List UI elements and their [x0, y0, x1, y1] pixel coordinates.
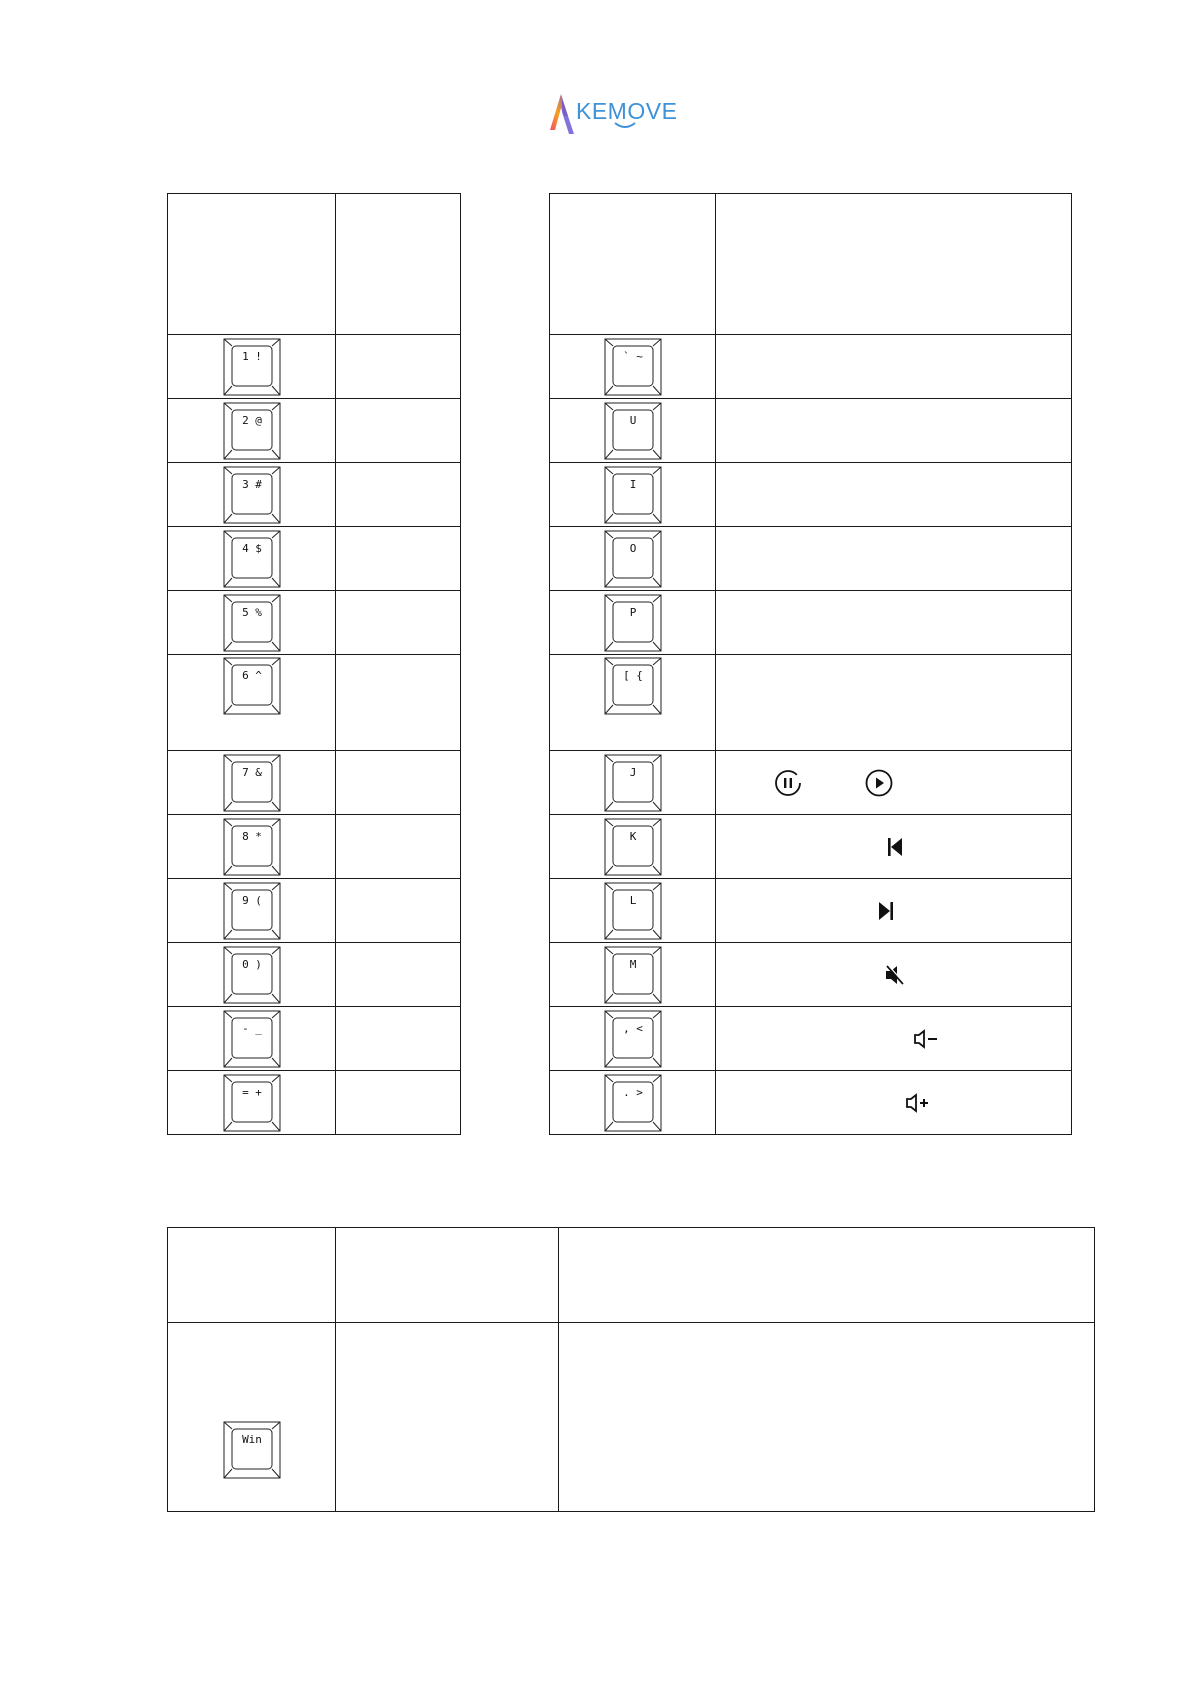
keycap-outline [223, 338, 281, 396]
table-row [550, 1007, 1072, 1071]
keycap-outline [604, 1074, 662, 1132]
keycap [223, 754, 281, 812]
keycap-outline [223, 1074, 281, 1132]
key-cell [168, 879, 336, 943]
key-cell [168, 463, 336, 527]
keycap-outline [223, 402, 281, 460]
table-row [168, 335, 461, 399]
table-row [550, 815, 1072, 879]
key-cell [550, 1007, 716, 1071]
key-cell [168, 1071, 336, 1135]
keycap-legend: L [629, 893, 636, 907]
keycap-legend: U [629, 413, 636, 427]
kemove-mark-icon [548, 92, 578, 138]
keycap-outline [223, 530, 281, 588]
value-cell [336, 751, 461, 815]
function-cell [716, 751, 1072, 815]
table-row [168, 1323, 1095, 1512]
value-cell [336, 591, 461, 655]
keycap [604, 946, 662, 1004]
keycap-legend: - _ [241, 1021, 262, 1035]
keycap-legend: 2 @ [241, 413, 262, 427]
value-cell [336, 463, 461, 527]
key-cell [550, 751, 716, 815]
function-cell [716, 1007, 1072, 1071]
keycap-legend: 4 $ [241, 541, 262, 555]
keycap-legend: I [629, 477, 636, 491]
header-cell [559, 1228, 1095, 1323]
table-header-row [550, 194, 1072, 335]
keycap-outline [223, 1010, 281, 1068]
keycap-outline [604, 402, 662, 460]
keycap-outline [223, 754, 281, 812]
key-cell [550, 655, 716, 751]
keycap-outline [604, 818, 662, 876]
key-cell [168, 943, 336, 1007]
keycap [604, 754, 662, 812]
key-cell [168, 1007, 336, 1071]
keycap [223, 657, 281, 715]
brand-logo [548, 92, 678, 138]
value-cell [336, 1071, 461, 1135]
value-cell [336, 879, 461, 943]
table-row [168, 1007, 461, 1071]
windows-key-table [167, 1227, 1095, 1512]
keycap [604, 594, 662, 652]
function-cell [716, 335, 1072, 399]
keycap-legend: K [629, 829, 636, 843]
key-cell [550, 463, 716, 527]
keycap-legend: O [629, 541, 636, 555]
table-cell [559, 1323, 1095, 1512]
table-row [168, 815, 461, 879]
keycap-legend: 0 ) [241, 957, 262, 971]
key-cell [550, 399, 716, 463]
keycap [223, 338, 281, 396]
keycap [223, 1010, 281, 1068]
value-cell [336, 1007, 461, 1071]
keycap [604, 882, 662, 940]
table-header-row [168, 194, 461, 335]
shortcut-table-left [167, 193, 461, 1135]
table-header-row [168, 1228, 1095, 1323]
header-cell [336, 194, 461, 335]
key-cell [550, 527, 716, 591]
key-cell [550, 943, 716, 1007]
header-cell [168, 194, 336, 335]
keycap-legend: 5 % [241, 605, 262, 619]
shortcut-table-right [549, 193, 1072, 1135]
table-row [550, 1071, 1072, 1135]
value-cell [336, 335, 461, 399]
table-row [550, 591, 1072, 655]
function-cell [716, 463, 1072, 527]
table-row [168, 591, 461, 655]
value-cell [336, 399, 461, 463]
value-cell [336, 815, 461, 879]
keycap-outline [223, 594, 281, 652]
key-cell [168, 655, 336, 751]
keycap [223, 594, 281, 652]
keycap [604, 818, 662, 876]
key-cell [168, 335, 336, 399]
previous-track-icon [886, 837, 904, 857]
keycap-outline [604, 466, 662, 524]
keycap-legend: ` ~ [622, 349, 643, 363]
header-cell [550, 194, 716, 335]
brand-smile-icon [614, 122, 636, 130]
keycap-legend: 3 # [241, 477, 262, 491]
keycap-outline [223, 946, 281, 1004]
header-cell [716, 194, 1072, 335]
table-cell [336, 1323, 559, 1512]
keycap-legend: P [629, 605, 636, 619]
brand-wordmark: KEMOVE [576, 98, 678, 124]
table-row [168, 1071, 461, 1135]
key-cell [168, 751, 336, 815]
value-cell [336, 527, 461, 591]
key-cell [168, 591, 336, 655]
value-cell [336, 943, 461, 1007]
keycap [223, 1421, 281, 1479]
table-row [550, 879, 1072, 943]
header-cell [168, 1228, 336, 1323]
keycap [223, 530, 281, 588]
keycap-legend: 6 ^ [241, 669, 262, 682]
keycap-outline [223, 466, 281, 524]
keycap-outline [223, 1421, 281, 1479]
table-row [550, 943, 1072, 1007]
function-cell [716, 879, 1072, 943]
keycap [604, 338, 662, 396]
keycap [223, 402, 281, 460]
key-cell [550, 815, 716, 879]
keycap-legend: [ { [622, 669, 643, 682]
keycap [604, 466, 662, 524]
keycap-outline [223, 657, 281, 715]
keycap [604, 1074, 662, 1132]
table-row [550, 751, 1072, 815]
keycap-legend: Win [241, 1433, 262, 1446]
function-cell [716, 655, 1072, 751]
keycap-legend: J [629, 765, 636, 779]
table-row [550, 463, 1072, 527]
table-row [168, 399, 461, 463]
play-icon [865, 769, 893, 797]
function-cell [716, 527, 1072, 591]
volume-up-icon [905, 1093, 931, 1113]
key-cell [168, 527, 336, 591]
keycap [604, 402, 662, 460]
keycap-outline [604, 882, 662, 940]
keycap-legend: = + [241, 1085, 262, 1099]
mute-icon [884, 964, 906, 986]
keycap-outline [223, 818, 281, 876]
function-cell [716, 815, 1072, 879]
key-cell [550, 879, 716, 943]
table-row [550, 399, 1072, 463]
keycap [223, 882, 281, 940]
table-row [168, 527, 461, 591]
keycap-legend: 9 ( [241, 893, 262, 907]
keycap-legend: 8 * [241, 829, 262, 843]
keycap-outline [604, 946, 662, 1004]
keycap [223, 466, 281, 524]
table-row [168, 463, 461, 527]
key-cell [550, 591, 716, 655]
pause-icon [774, 769, 802, 797]
table-row [168, 879, 461, 943]
value-cell [336, 655, 461, 751]
function-cell [716, 399, 1072, 463]
keycap-outline [604, 754, 662, 812]
keycap-outline [604, 530, 662, 588]
keycap [604, 657, 662, 715]
table-row [168, 751, 461, 815]
next-track-icon [877, 901, 895, 921]
keycap [223, 818, 281, 876]
volume-down-icon [913, 1029, 939, 1049]
keycap [604, 1010, 662, 1068]
win-key-cell [168, 1323, 336, 1512]
key-cell [168, 815, 336, 879]
keycap-legend: M [629, 957, 636, 971]
key-cell [550, 335, 716, 399]
table-row [550, 335, 1072, 399]
function-cell [716, 591, 1072, 655]
keycap-outline [604, 594, 662, 652]
table-row [168, 943, 461, 1007]
keycap [223, 1074, 281, 1132]
keycap [604, 530, 662, 588]
function-cell [716, 1071, 1072, 1135]
table-row [550, 655, 1072, 751]
keycap-legend: . > [622, 1085, 643, 1099]
keycap [223, 946, 281, 1004]
keycap-outline [604, 338, 662, 396]
keycap-legend: , < [622, 1021, 643, 1035]
key-cell [168, 399, 336, 463]
keycap-outline [604, 657, 662, 715]
keycap-legend: 1 ! [241, 349, 262, 363]
keycap-outline [604, 1010, 662, 1068]
keycap-legend: 7 & [241, 765, 262, 779]
table-row [550, 527, 1072, 591]
table-row [168, 655, 461, 751]
header-cell [336, 1228, 559, 1323]
function-cell [716, 943, 1072, 1007]
key-cell [550, 1071, 716, 1135]
keycap-outline [223, 882, 281, 940]
